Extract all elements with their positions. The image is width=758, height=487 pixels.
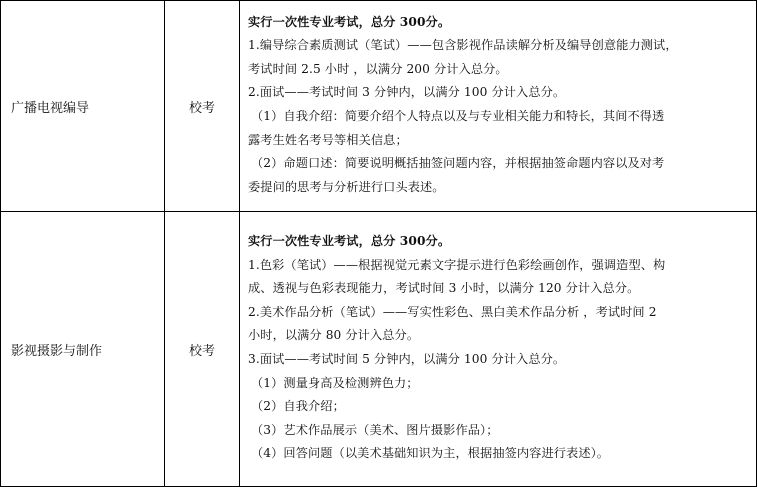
major-name: 影视摄影与制作 <box>11 343 103 359</box>
detail-line: 2.美术作品分析（笔试）——写实性彩色、黑白美术作品分析 ，考试时间 2 <box>248 304 657 319</box>
detail-line: 1.色彩（笔试）——根据视觉元素文字提示进行色彩绘画创作，强调造型、构 <box>248 257 666 272</box>
table-row-broadcast-directing <box>1 1 757 212</box>
detail-line: 实行一次性专业考试，总分 300分。 <box>248 234 451 249</box>
detail-line: 小时，以满分 80 分计入总分。 <box>248 328 420 343</box>
detail-line: 露考生姓名考号等相关信息； <box>248 132 408 147</box>
major-cell <box>1 212 165 487</box>
detail-line: 1.编导综合素质测试（笔试）——包含影视作品读解分析及编导创意能力测试， <box>248 38 678 53</box>
detail-line: （2）命题口述：简要说明概括抽签问题内容，并根据抽签命题内容以及对考 <box>251 156 665 171</box>
detail-line: （2）自我介绍； <box>251 399 345 414</box>
exam-method: 校考 <box>188 100 215 116</box>
table-row-film-photography <box>1 212 757 487</box>
detail-line: （3）艺术作品展示（美术、图片摄影作品）； <box>251 422 499 437</box>
detail-line: 3.面试——考试时间 5 分钟内，以满分 100 分计入总分。 <box>248 352 566 366</box>
major-cell <box>1 1 165 212</box>
detail-line: 委提问的思考与分析进行口头表述。 <box>248 179 445 194</box>
detail-line: 考试时间 2.5 小时 ，以满分 200 分计入总分。 <box>248 61 508 76</box>
major-name: 广播电视编导 <box>11 100 90 116</box>
detail-line: 实行一次性专业考试，总分 300分。 <box>248 14 451 29</box>
detail-line: 2.面试——考试时间 3 分钟内，以满分 100 分计入总分。 <box>248 85 566 100</box>
detail-line: （1）自我介绍：简要介绍个人特点以及与专业相关能力和特长，其间不得透 <box>251 109 665 123</box>
exam-method-cell <box>165 1 240 212</box>
detail-line: 成、透视与色彩表现能力，考试时间 3 小时，以满分 120 分计入总分。 <box>248 281 640 296</box>
detail-line: （4）回答问题（以美术基础知识为主，根据抽签内容进行表述）。 <box>251 446 610 461</box>
exam-detail-cell <box>240 212 757 487</box>
exam-detail-cell <box>240 1 757 212</box>
exam-method: 校考 <box>188 343 215 359</box>
detail-line: （1）测量身高及检测辨色力； <box>251 375 419 390</box>
exam-method-cell <box>165 212 240 487</box>
